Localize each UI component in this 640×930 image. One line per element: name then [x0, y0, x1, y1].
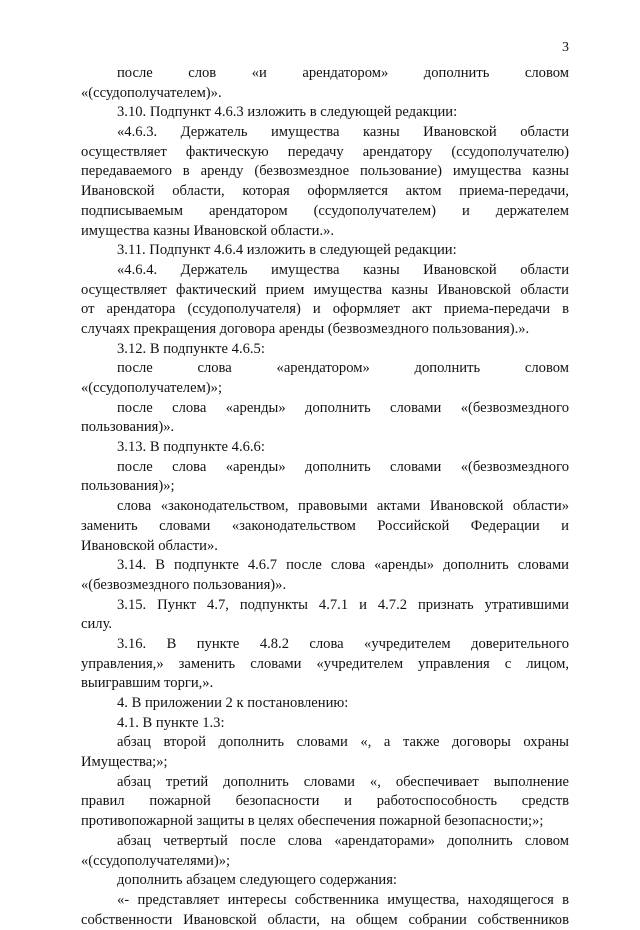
- text-line: абзац четвертый после слова «арендаторами» дополнить словом: [117, 832, 569, 849]
- text-line: дополнить абзацем следующего содержания:: [117, 872, 397, 889]
- document-body: [81, 64, 569, 930]
- text-line: 3.12. В подпункте 4.6.5:: [117, 340, 265, 357]
- text-line: 4.1. В пункте 1.3:: [117, 714, 225, 731]
- text-line: имущества казны Ивановской области.».: [81, 222, 335, 239]
- text-line: пользования)».: [81, 419, 175, 436]
- text-line: после слова «аренды» дополнить словами «(безвозмездного: [117, 399, 569, 416]
- text-line: подписываемым арендатором (ссудополучателем) и держателем: [81, 202, 569, 219]
- text-line: 3.11. Подпункт 4.6.4 изложить в следующей редакции:: [117, 242, 457, 259]
- text-line: правил пожарной безопасности и работоспособность средств: [81, 793, 569, 810]
- text-line: 3.13. В подпункте 4.6.6:: [117, 439, 265, 456]
- text-line: выигравшим торги,».: [81, 675, 214, 692]
- text-line: пользования)»;: [81, 478, 175, 495]
- text-line: 3.15. Пункт 4.7, подпункты 4.7.1 и 4.7.2 признать утратившими: [117, 596, 569, 613]
- text-line: после слова «аренды» дополнить словами «(безвозмездного: [117, 458, 569, 475]
- text-line: после слова «арендатором» дополнить словом: [117, 360, 569, 377]
- text-line: «(ссудополучателем)»;: [81, 380, 223, 396]
- text-line: 4. В приложении 2 к постановлению:: [117, 695, 349, 711]
- text-line: заменить словами «законодательством Российской Федерации и: [81, 517, 569, 534]
- text-line: «(ссудополучателями)»;: [81, 852, 231, 869]
- text-line: 3.16. В пункте 4.8.2 слова «учредителем доверительного: [117, 635, 569, 652]
- text-line: Ивановской области».: [81, 537, 218, 554]
- text-line: управления,» заменить словами «учредителем управления с лицом,: [81, 655, 569, 672]
- page-number: 3: [562, 40, 569, 55]
- text-line: слова «законодательством, правовыми актами Ивановской области»: [117, 498, 569, 515]
- text-line: случаях прекращения договора аренды (безвозмездного пользования).».: [81, 320, 530, 337]
- text-line: от арендатора (ссудополучателя) и оформляет акт приема-передачи в: [81, 301, 569, 318]
- text-line: «4.6.4. Держатель имущества казны Ивановской области: [117, 261, 569, 278]
- text-line: абзац третий дополнить словами «, обеспечивает выполнение: [117, 773, 569, 790]
- text-line: «(безвозмездного пользования)».: [81, 576, 287, 593]
- text-line: осуществляет фактический прием имущества казны Ивановской области: [81, 281, 569, 298]
- text-line: осуществляет фактическую передачу арендатору (ссудополучателю): [81, 143, 569, 160]
- text-line: 3.10. Подпункт 4.6.3 изложить в следующей редакции:: [117, 104, 458, 121]
- text-line: Ивановской области, которая оформляется актом приема-передачи,: [81, 183, 569, 200]
- text-line: «4.6.3. Держатель имущества казны Ивановской области: [117, 124, 569, 141]
- text-line: Имущества;»;: [81, 754, 168, 771]
- text-line: абзац второй дополнить словами «, а также договоры охраны: [117, 734, 569, 751]
- text-line: силу.: [81, 616, 113, 633]
- text-line: собственности Ивановской области, на общем собрании собственников: [81, 911, 569, 928]
- text-line: «- представляет интересы собственника имущества, находящегося в: [117, 891, 569, 908]
- text-line: «(ссудополучателем)».: [81, 84, 222, 101]
- text-line: 3.14. В подпункте 4.6.7 после слова «аренды» дополнить словами: [117, 557, 569, 574]
- text-line: противопожарной защиты в целях обеспечения пожарной безопасности;»;: [81, 813, 544, 830]
- text-line: после слов «и арендатором» дополнить словом: [117, 65, 569, 81]
- text-line: передаваемого в аренду (безвозмездное пользование) имущества казны: [81, 163, 569, 180]
